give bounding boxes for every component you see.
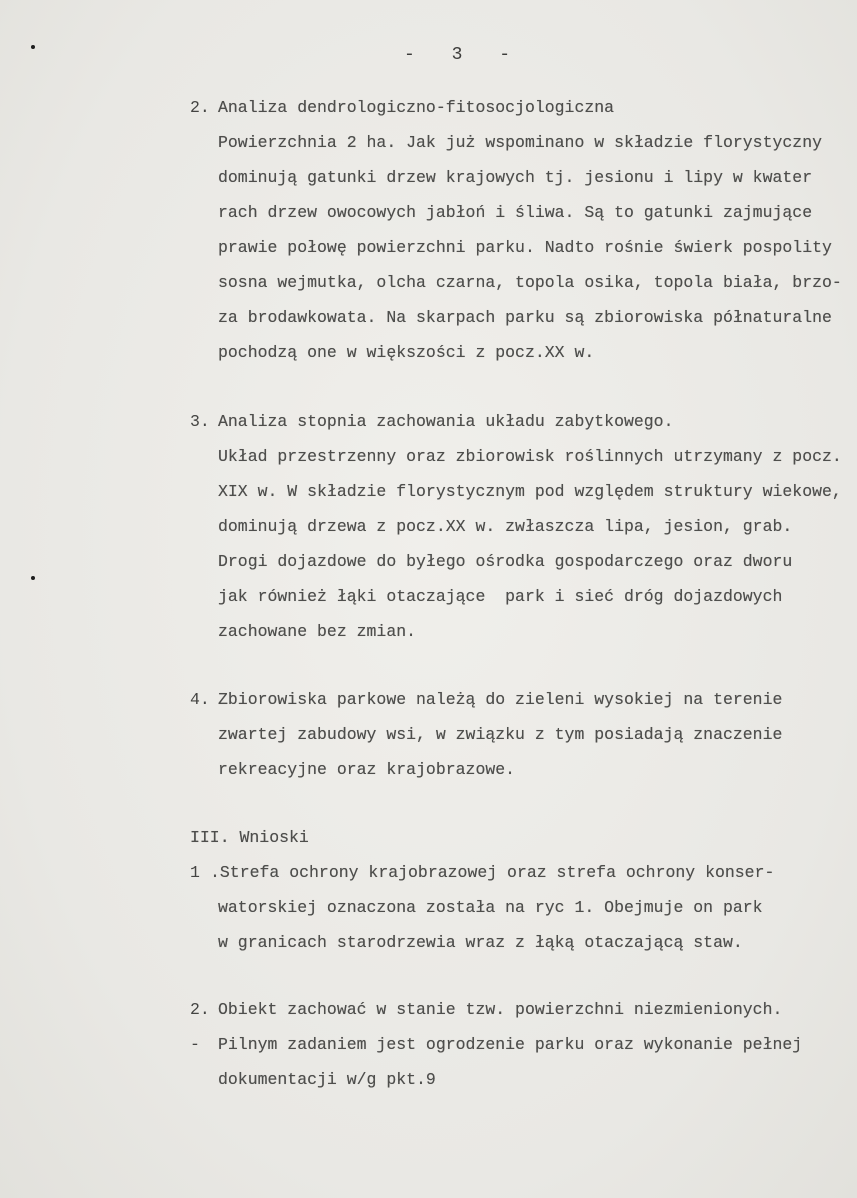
section-2-heading: Analiza dendrologiczno-fitosocjologiczna: [218, 98, 615, 117]
section-2-line: rach drzew owocowych jabłoń i śliwa. Są to gatunki zajmujące: [218, 203, 813, 222]
conclusion-2-note-marker: -: [190, 1035, 200, 1054]
conclusion-1-line: .Strefa ochrony krajobrazowej oraz strefa ochrony konser-: [210, 863, 775, 882]
conclusion-2-note-line: dokumentacji w/g pkt.9: [218, 1070, 436, 1089]
binding-mark: [31, 576, 35, 580]
section-2-line: dominują gatunki drzew krajowych tj. jesionu i lipy w kwater: [218, 168, 813, 187]
conclusion-2-number: 2.: [190, 1000, 210, 1019]
section-4-line: Zbiorowiska parkowe należą do zieleni wysokiej na terenie: [218, 690, 783, 709]
section-3-line: dominują drzewa z pocz.XX w. zwłaszcza lipa, jesion, grab.: [218, 517, 793, 536]
section-3-number: 3.: [190, 412, 210, 431]
section-2-line: Powierzchnia 2 ha. Jak już wspominano w składzie florystyczny: [218, 133, 822, 152]
conclusion-2-note-line: Pilnym zadaniem jest ogrodzenie parku oraz wykonanie pełnej: [218, 1035, 803, 1054]
section-3-line: XIX w. W składzie florystycznym pod względem struktury wiekowe,: [218, 482, 842, 501]
section-2-number: 2.: [190, 98, 210, 117]
conclusion-2-line: Obiekt zachować w stanie tzw. powierzchni niezmienionych.: [218, 1000, 783, 1019]
section-3-line: Układ przestrzenny oraz zbiorowisk roślinnych utrzymany z pocz.: [218, 447, 842, 466]
section-2-line: prawie połowę powierzchni parku. Nadto rośnie świerk pospolity: [218, 238, 832, 257]
section-2-line: za brodawkowata. Na skarpach parku są zbiorowiska półnaturalne: [218, 308, 832, 327]
section-3-heading: Analiza stopnia zachowania układu zabytkowego.: [218, 412, 674, 431]
section-2-line: sosna wejmutka, olcha czarna, topola osika, topola biała, brzo-: [218, 273, 842, 292]
conclusion-1-number: 1: [190, 863, 200, 882]
conclusion-1-line: watorskiej oznaczona została na ryc 1. Obejmuje on park: [218, 898, 763, 917]
conclusions-heading: III. Wnioski: [190, 828, 309, 847]
section-4-line: zwartej zabudowy wsi, w związku z tym posiadają znaczenie: [218, 725, 783, 744]
section-2-line: pochodzą one w większości z pocz.XX w.: [218, 343, 595, 362]
binding-mark: [31, 45, 35, 49]
section-3-line: Drogi dojazdowe do byłego ośrodka gospodarczego oraz dworu: [218, 552, 793, 571]
page-number: - 3 -: [403, 45, 510, 65]
section-3-line: zachowane bez zmian.: [218, 622, 417, 641]
section-4-line: rekreacyjne oraz krajobrazowe.: [218, 760, 516, 779]
section-3-line: jak również łąki otaczające park i sieć dróg dojazdowych: [218, 587, 783, 606]
section-4-number: 4.: [190, 690, 210, 709]
conclusion-1-line: w granicach starodrzewia wraz z łąką otaczającą staw.: [218, 933, 743, 952]
